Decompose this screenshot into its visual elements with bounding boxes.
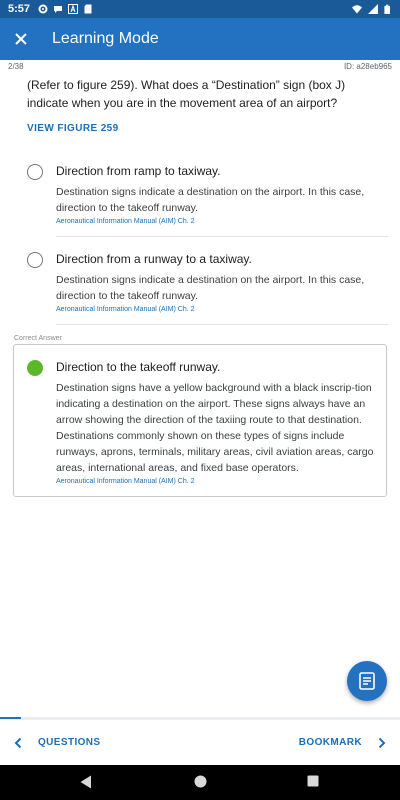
- a-box-icon: [68, 4, 78, 14]
- gear-icon: [38, 4, 48, 14]
- answer-option-1[interactable]: [27, 162, 387, 230]
- sd-card-icon: [83, 4, 93, 14]
- notes-fab-button[interactable]: [347, 661, 387, 701]
- divider: [56, 324, 388, 325]
- signal-icon: [368, 4, 378, 14]
- status-bar: [0, 0, 400, 18]
- radio-button[interactable]: [27, 252, 43, 268]
- home-icon[interactable]: [194, 775, 207, 788]
- reference-link[interactable]: Aeronautical Information Manual (AIM) Ch. 2: [56, 218, 195, 225]
- explanation-text: Destination signs indicate a destination on the airport. In this case, direction to the takeoff runway.: [56, 274, 365, 302]
- question-text: (Refer to figure 259). What does a “Destination” sign (box J) indicate when you are in the movement area of an airport?: [27, 78, 346, 110]
- divider: [56, 236, 388, 237]
- questions-button[interactable]: [14, 737, 101, 749]
- status-time: 5:57: [8, 3, 31, 15]
- chevron-left-icon: [14, 737, 22, 749]
- page-title: Learning Mode: [52, 30, 159, 47]
- back-icon[interactable]: [80, 775, 92, 789]
- radio-button-selected[interactable]: [27, 360, 43, 376]
- radio-button[interactable]: [27, 164, 43, 180]
- reference-link[interactable]: Aeronautical Information Manual (AIM) Ch. 2: [56, 478, 195, 485]
- answer-option-3[interactable]: [27, 358, 387, 494]
- chevron-right-icon: [378, 737, 386, 749]
- app-bar: [0, 18, 400, 60]
- correct-answer-label: Correct Answer: [14, 335, 62, 342]
- answer-option-2[interactable]: [27, 250, 387, 318]
- system-navigation-bar: [0, 765, 400, 800]
- explanation-text: Destination signs have a yellow background with a black inscrip-tion indicating a destination on the airport. These signs always have an arrow showing the direction of the taxiing route to that destination. Destinations commonly shown on these types of signs include runways, aprons, terminals, military areas, civil aviation areas, cargo areas, international areas, and fixed base operators.: [56, 382, 374, 474]
- close-icon: [14, 32, 28, 46]
- notes-icon: [359, 672, 375, 690]
- questions-label: QUESTIONS: [38, 737, 101, 748]
- wifi-icon: [352, 4, 362, 14]
- option-explanation: [56, 380, 388, 487]
- reference-link[interactable]: Aeronautical Information Manual (AIM) Ch. 2: [56, 306, 195, 313]
- option-label: Direction from ramp to taxiway.: [56, 164, 221, 178]
- chat-icon: [53, 4, 63, 14]
- question-id: ID: a28eb965: [343, 62, 392, 71]
- bookmark-label: BOOKMARK: [298, 737, 362, 748]
- bottom-navigation: [0, 719, 400, 765]
- battery-icon: [384, 4, 392, 15]
- bookmark-button[interactable]: [299, 737, 386, 749]
- option-label: Direction from a runway to a taxiway.: [56, 252, 252, 266]
- option-explanation: [56, 272, 388, 315]
- close-button[interactable]: [0, 18, 42, 60]
- recents-icon[interactable]: [307, 775, 319, 787]
- question-meta: [0, 62, 400, 76]
- question-counter: 2/38: [8, 62, 24, 71]
- option-explanation: [56, 184, 388, 227]
- view-figure-link[interactable]: VIEW FIGURE 259: [27, 123, 119, 134]
- explanation-text: Destination signs indicate a destination on the airport. In this case, direction to the takeoff runway.: [56, 186, 365, 214]
- option-label: Direction to the takeoff runway.: [56, 360, 221, 374]
